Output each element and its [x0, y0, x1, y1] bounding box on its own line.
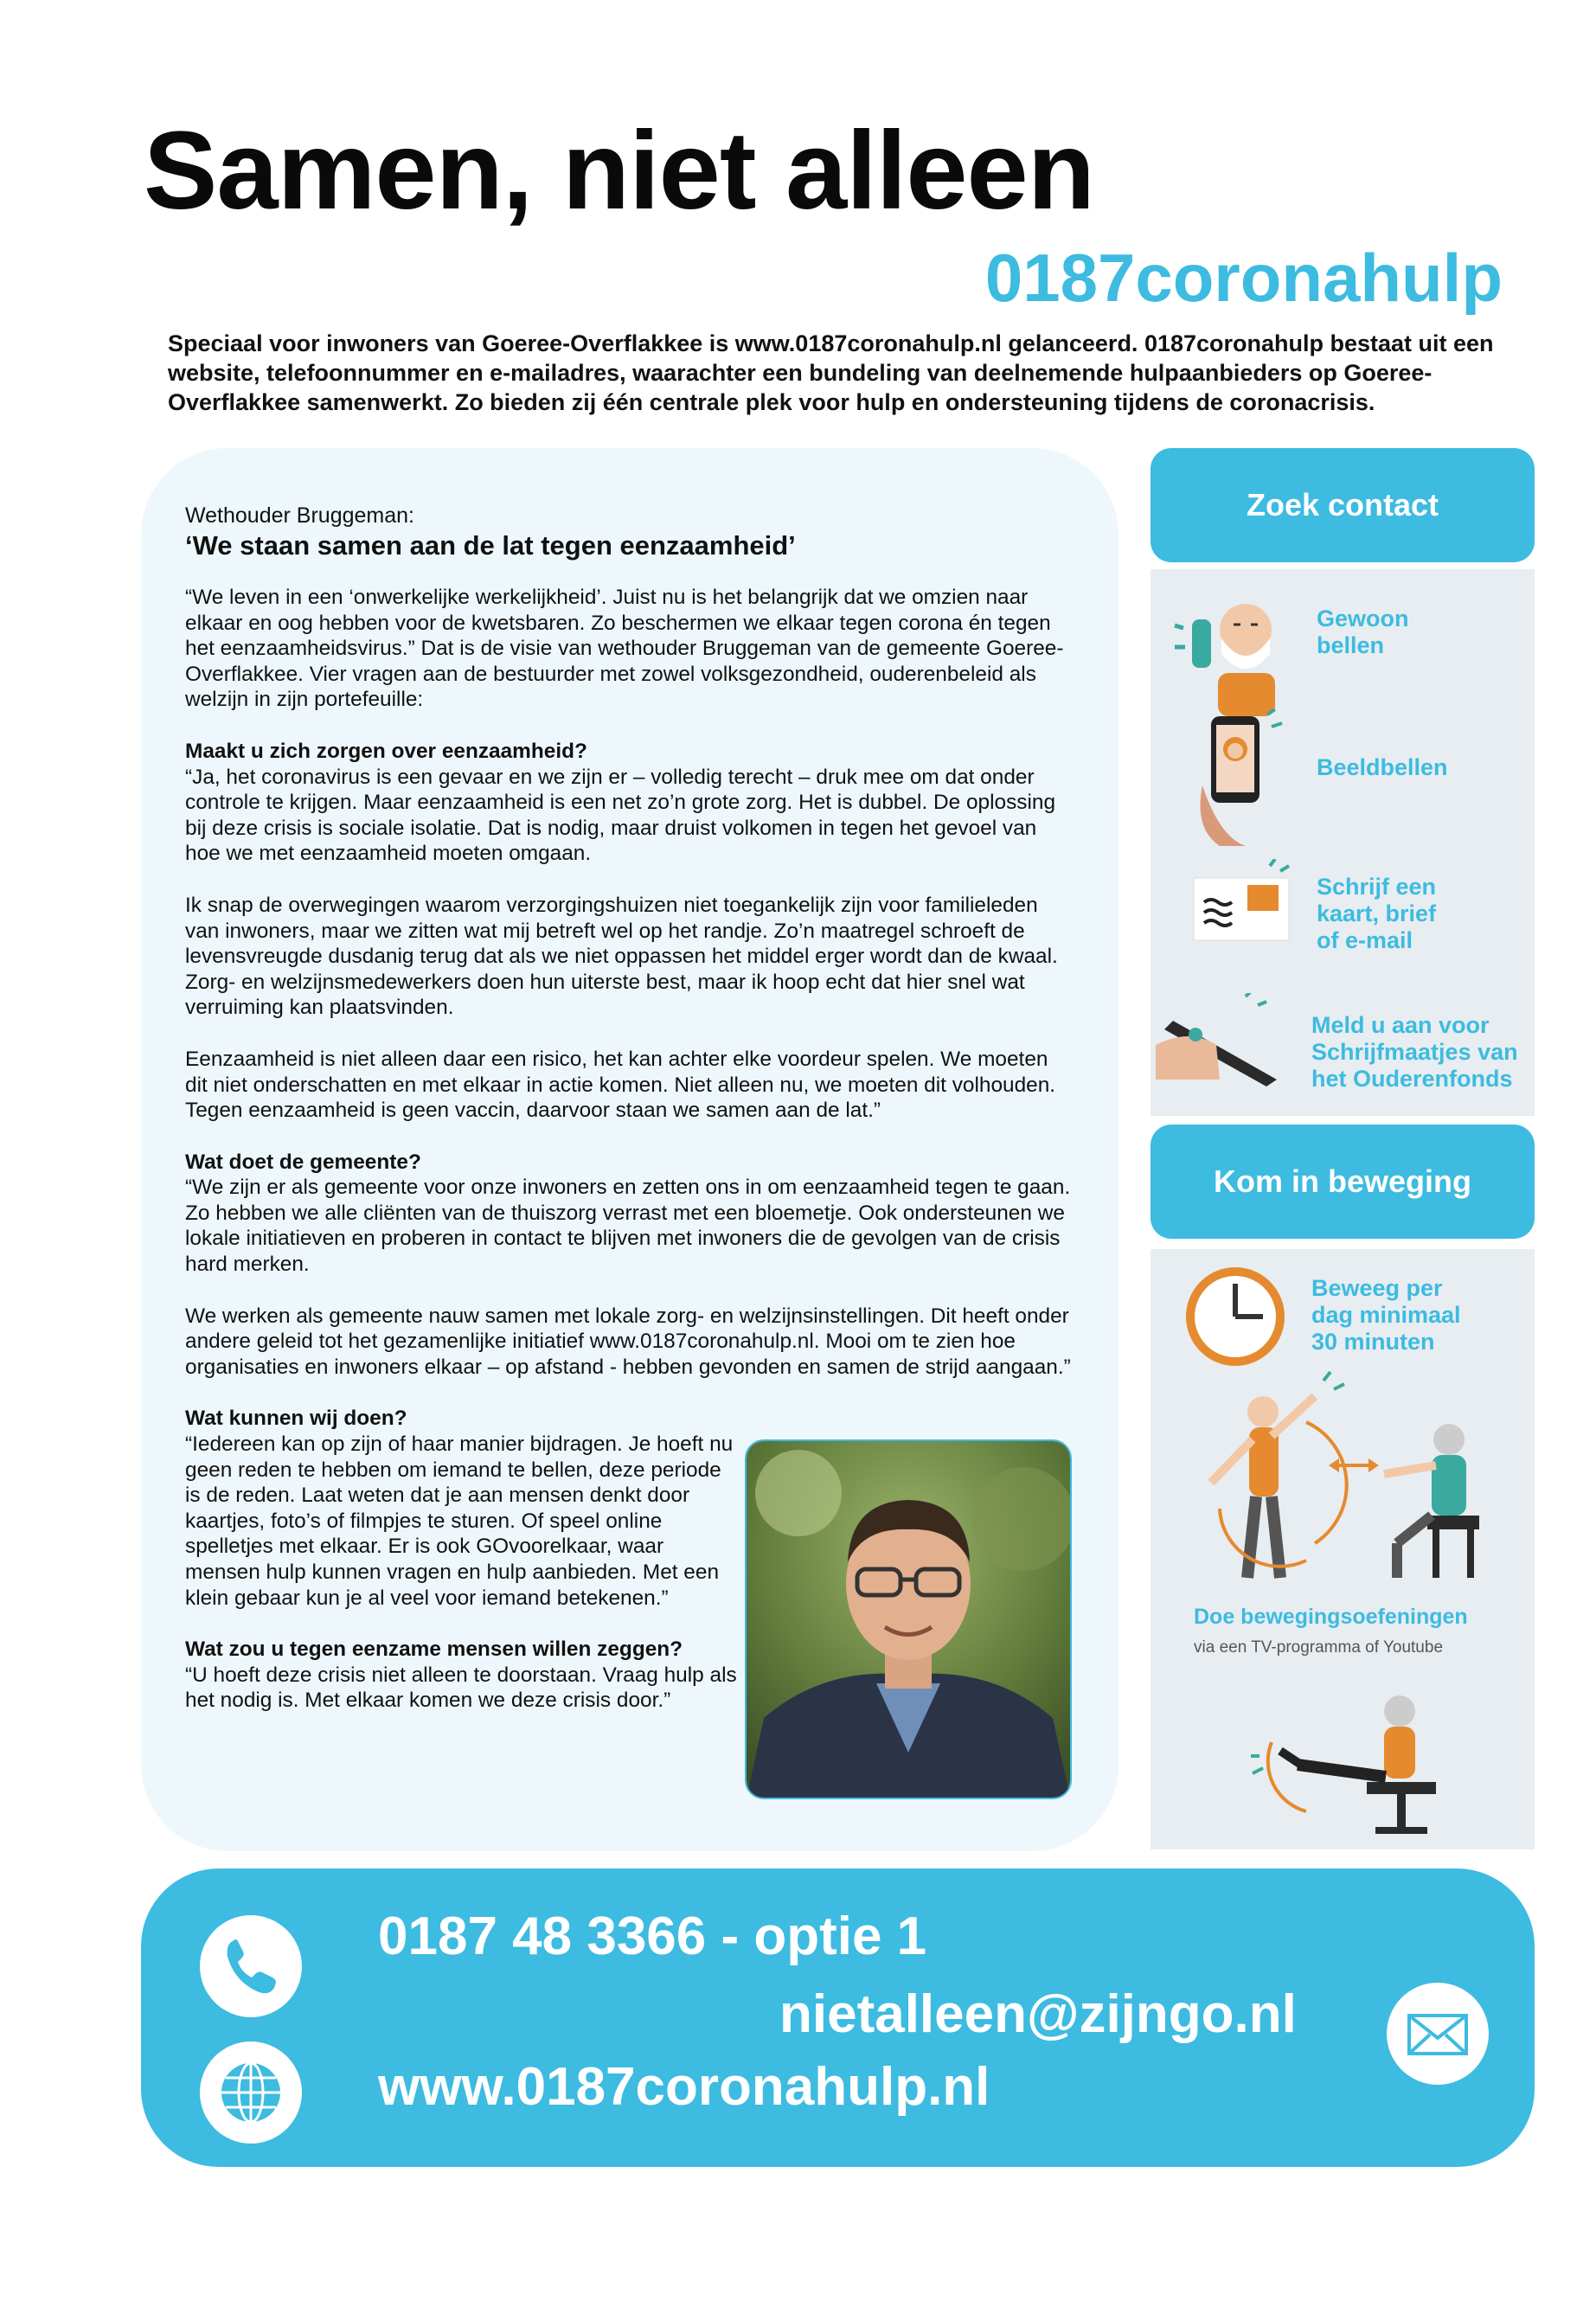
email-address[interactable]: nietalleen@zijngo.nl [779, 1984, 1297, 2044]
tip-call-line: Gewoon [1317, 606, 1409, 631]
move-daily-line: dag minimaal [1311, 1302, 1461, 1328]
clock-icon [1183, 1265, 1287, 1368]
pen-writing-icon [1156, 993, 1294, 1088]
tip-penpal-line: het Ouderenfonds [1311, 1066, 1513, 1092]
alderman-portrait [745, 1439, 1072, 1799]
move-daily-line: 30 minuten [1311, 1329, 1435, 1355]
tip-video-label: Beeldbellen [1317, 754, 1448, 780]
website-link[interactable]: www.0187coronahulp.nl [378, 2057, 990, 2117]
move-daily-label [1311, 1275, 1461, 1356]
phone-button[interactable] [200, 1915, 302, 2017]
sidebar-contact-panel [1151, 569, 1535, 1116]
letter-card-icon [1185, 859, 1298, 954]
article-question-block [185, 1406, 739, 1611]
tip-write-line: kaart, brief [1317, 901, 1437, 926]
move-exercise-sublabel: via een TV-programma of Youtube [1194, 1638, 1444, 1657]
envelope-icon [1387, 1983, 1489, 2085]
contact-banner [141, 1868, 1535, 2167]
phone-elderly-icon [1168, 586, 1289, 716]
move-exercise-label: Doe bewegingsoefeningen [1194, 1605, 1468, 1629]
sidebar-contact-header: Zoek contact [1151, 448, 1535, 562]
article-question-block [185, 1150, 1075, 1278]
article-panel [141, 448, 1118, 1851]
answer-4: “U hoeft deze crisis niet alleen te doorstaan. Vraag hulp als het nodig is. Met elkaar komen we deze crisis door.” [185, 1663, 737, 1713]
article-kicker: Wethouder Bruggeman: [185, 503, 414, 528]
tip-penpal-line: Schrijfmaatjes van [1311, 1039, 1518, 1065]
tip-write-label [1317, 874, 1436, 954]
question-4: Wat zou u tegen eenzame mensen willen zeggen? [185, 1638, 683, 1662]
article-headline: ‘We staan samen aan de lat tegen eenzaamheid’ [185, 530, 796, 561]
video-call-icon [1185, 708, 1298, 846]
question-2: Wat doet de gemeente? [185, 1150, 421, 1174]
tip-penpal-line: Meld u aan voor [1311, 1012, 1490, 1038]
leg-exercise-icon [1246, 1682, 1462, 1837]
question-3: Wat kunnen wij doen? [185, 1407, 407, 1431]
website-button[interactable] [200, 2041, 302, 2144]
page-title: Samen, niet alleen [144, 109, 1094, 233]
answer-1: “Ja, het coronavirus is een gevaar en we zijn er – volledig terecht – druk mee om dat onder controle te krijgen. Maar eenzaamheid is een net zo’n grote zorg. Het is dubbel. De oplossing bij deze crisis is sociale isolatie. Dat is nodig, maar druist volkomen in tegen het gevoel van hoe we met eenzaamheid moeten omgaan. [185, 765, 1056, 866]
globe-icon [200, 2041, 302, 2144]
intro-text: Speciaal voor inwoners van Goeree-Overflakkee is www.0187coronahulp.nl gelanceerd. 0187coronahulp bestaat uit een website, telefoonnummer en e-mailadres, waarachter een bundeling van deelnemende hulpaanbieders op Goeree-Overflakkee samenwerkt. Zo bieden zij één centrale plek voor hulp en ondersteuning tijdens de coronacrisis. [168, 330, 1494, 415]
article-paragraph: “We leven in een ‘onwerkelijke werkelijkheid’. Juist nu is het belangrijk dat we omzien naar elkaar en oog hebben voor de kwetsbaren. Zo beschermen we elkaar tegen corona én tegen het eenzaamheidsvirus.” Dat is de visie van wethouder Bruggeman van de gemeente Goeree-Overflakkee. Vier vragen aan de bestuurder met zowel volksgezondheid, ouderenbeleid als welzijn in zijn portefeuille: [185, 586, 1064, 712]
answer-3: “Iedereen kan op zijn of haar manier bijdragen. Je hoeft nu geen reden te hebben om iemand te bellen, deze periode is de reden. Laat weten dat je aan mensen denkt door kaartjes, foto’s of filmpjes te sturen. Of speel online spelletjes met elkaar. Er is ook GOvoorelkaar, waar mensen hulp kunnen vragen en hulp aanbieden. Met een klein gebaar kun je al veel voor iemand betekenen.” [185, 1433, 734, 1610]
phone-icon [200, 1915, 302, 2017]
answer-2: “We zijn er als gemeente voor onze inwoners en zetten ons in om eenzaamheid tegen te gaan. Zo hebben we alle cliënten van de thuiszorg verrast met een bloemetje. Ook ondersteunen we lokale initiatieven en proberen in contact te blijven met inwoners die de gevolgen van de crisis hard merken. [185, 1176, 1071, 1277]
tip-write-line: of e-mail [1317, 927, 1413, 953]
email-button[interactable] [1387, 1983, 1489, 2085]
phone-number[interactable]: 0187 48 3366 - optie 1 [378, 1907, 927, 1966]
tip-penpal-label [1311, 1012, 1518, 1093]
article-paragraph: Eenzaamheid is niet alleen daar een risico, het kan achter elke voordeur spelen. We moeten dit niet onderschatten en met elkaar in actie komen. Niet alleen nu, we moeten dit volhouden. Tegen eenzaamheid is geen vaccin, daarvoor staan we samen aan de lat.” [185, 1047, 1056, 1123]
sidebar-move-panel [1151, 1249, 1535, 1849]
article-question-block [185, 1637, 739, 1714]
tip-write-line: Schrijf een [1317, 874, 1437, 900]
sidebar-move-header: Kom in beweging [1151, 1125, 1535, 1239]
exercise-people-icon [1185, 1370, 1514, 1612]
brand-name: 0187coronahulp [984, 240, 1503, 316]
tip-call-label [1317, 606, 1409, 659]
question-1: Maakt u zich zorgen over eenzaamheid? [185, 739, 587, 763]
move-daily-line: Beweeg per [1311, 1275, 1443, 1301]
portrait-image [747, 1441, 1070, 1798]
article-question-block [185, 739, 1075, 867]
tip-call-line: bellen [1317, 632, 1385, 658]
article-paragraph: Ik snap de overwegingen waarom verzorgingshuizen niet toegankelijk zijn voor familieleden van inwoners, maar we zitten wat mij betreft wel op het randje. Zo’n maatregel schroeft de levensvreugde dusdanig terug dat als we niet oppassen het middel erger wordt dan de kwaal. Zorg- en welzijnsmedewerkers doen hun uiterste best, maar ik hoop echt dat hier snel wat verruiming kan plaatsvinden. [185, 893, 1058, 1020]
article-paragraph: We werken als gemeente nauw samen met lokale zorg- en welzijnsinstellingen. Dit heeft onder andere geleid tot het gezamenlijke initiatief www.0187coronahulp.nl. Mooi om te zien hoe organisaties en inwoners elkaar – op afstand - hebben gevonden en samen de strijd aangaan.” [185, 1304, 1071, 1379]
